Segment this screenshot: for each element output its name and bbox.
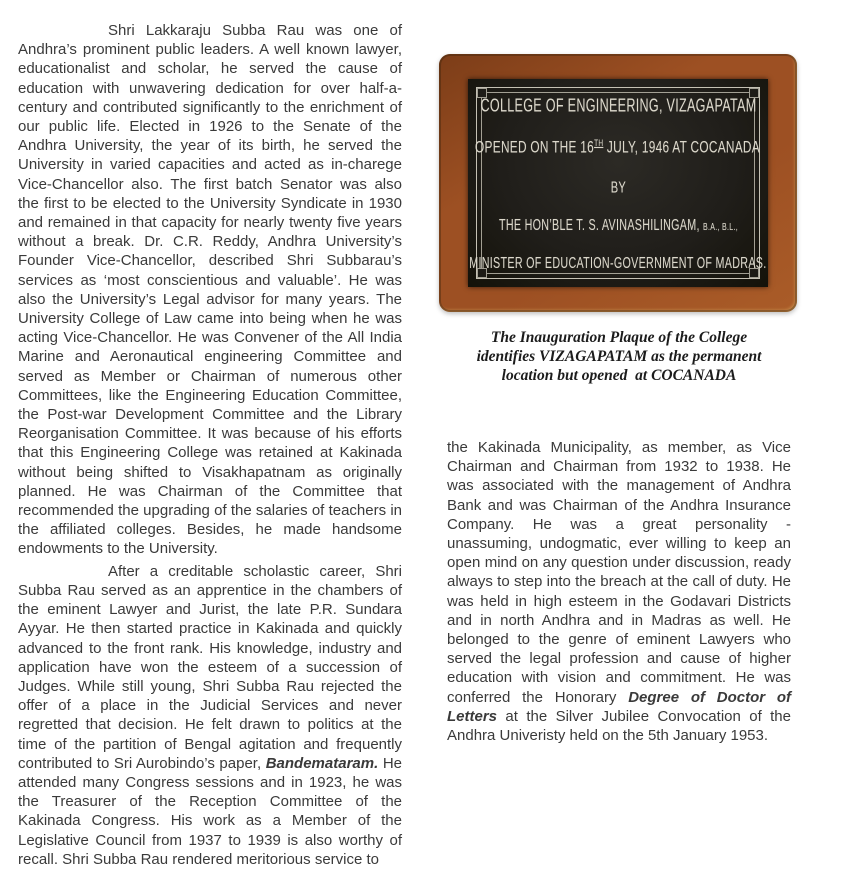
text-run: at the Silver Jubilee Convocation of the Andhra Univeristy held on the 5th January 1953.	[447, 707, 791, 745]
caption-line-3: location but opened at COCANADA	[501, 367, 737, 384]
text-run: the Kakinada Municipality, as member, as Vice Chairman and Chairman from 1932 to 1938. He was associated with the management of Andhra Bank and was Chairman of the Andhra Insurance Company. He was a great personality - unassuming, undogmatic, ever willing to keep an open mind on any question under discussion, ready always to step into the breach at the call of duty. He was held in high esteem in the Godavari Districts and in north Andhra and in Madras as well. He belonged to the genre of eminent Lawyers who served the legal profession and cause of higher education with vision and commitment. He was conferred the Honorary	[447, 439, 791, 706]
plaque-board	[468, 79, 768, 287]
municipality-paragraph	[447, 438, 791, 745]
text-run: After a creditable scholastic career, Shri Subba Rau served as an apprentice in the chambers of the eminent Lawyer and Jurist, the late P.R. Sundara Ayyar. He then started practice in Kakinada and quickly advanced to the front rank. His knowledge, industry and application have won the esteem of a succession of Judges. While still young, Shri Subba Rau rejected the offer of a place in the Judicial Services and never regretted that decision. He felt drawn to politics at the time of the partition of Bengal agitation and frequently contributed to Sri Aurobindo’s paper,	[18, 562, 402, 772]
plaque-line-2	[476, 137, 761, 157]
caption-line-2: identifies VIZAGAPATAM as the permanent	[476, 348, 762, 365]
intro-paragraph	[18, 21, 402, 559]
plaque-inscription	[469, 95, 767, 273]
left-column	[18, 21, 402, 869]
career-paragraph	[18, 562, 402, 869]
plaque-photo	[439, 54, 797, 312]
plaque-line-5: MINISTER OF EDUCATION-GOVERNMENT OF MADRAS.	[469, 255, 767, 273]
right-column	[447, 438, 791, 745]
text-run: THE HON’BLE T. S. AVINASHILINGAM,	[498, 217, 703, 235]
plaque-line-4	[499, 218, 738, 235]
doctor-of-letters-bold-text: Degree of Doctor of Letters	[447, 688, 791, 725]
degrees-small-text: B.A., B.L.,	[702, 221, 738, 234]
plaque-line-3: BY	[610, 178, 626, 197]
ordinal-superscript: TH	[594, 137, 604, 148]
text-run: OPENED ON THE 16	[475, 138, 595, 157]
text-run: Shri Lakkaraju Subba Rau was one of Andhra’s prominent public leaders. A well known lawyer, educationalist and scholar, he served the cause of education with unwavering dedication for over half-a-century and contributed significantly to the enrichment of our public life. Elected in 1926 to the Senate of the Andhra University, the year of its birth, he served the University in varied capacities and acted as in-charege Vice-Chancellor also. The first batch Senator was also the first to be elected to the University Syndicate in 1930 and remained in that capacity for nearly twenty five years without a break. Dr. C.R. Reddy, Andhra University’s Founder Vice-Chancellor, described Shri Subbarau’s services as ‘most conscientious and valuable’. He was also the University’s Legal advisor for many years. The University College of Law came into being when he was acting Vice-Chancellor. He was Convener of the All India Marine and Aeronautical engineering Committee and served as Member or Chairman of numerous other Committees, like the Engineering Education Committee, the Post-war Development Committee and the Library Reorganisation Committee. It was because of his efforts that this Engineering College was retained at Kakinada without being shifted to Visakhapatnam as originally planned. He was Chairman of the Committee that recommended the upgrading of the salaries of teachers in the affiliated colleges. Besides, he made handsome endowments to the University.	[18, 22, 402, 558]
caption-line-1: The Inauguration Plaque of the College	[490, 329, 748, 346]
plaque-line-1: COLLEGE OF ENGINEERING, VIZAGAPATAM	[480, 95, 757, 116]
text-run: JULY, 1946 AT COCANADA	[603, 138, 761, 157]
text-run: He attended many Congress sessions and in 1923, he was the Treasurer of the Reception Committee of the Kakinada Congress. His work as a Member of the Legislative Council from 1937 to 1939 is also worthy of recall. Shri Subba Rau rendered meritorious service to	[18, 754, 402, 868]
bandemataram-bold-text: Bandemataram.	[265, 754, 379, 772]
photo-caption	[436, 328, 802, 385]
